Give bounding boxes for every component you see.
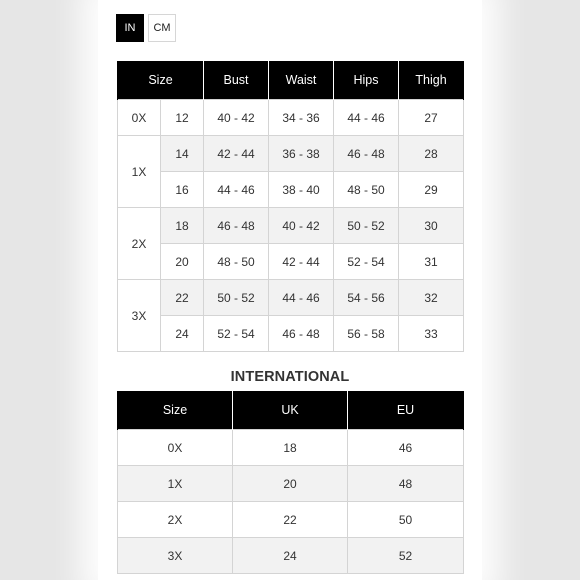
waist-value: 40 - 42 bbox=[269, 208, 334, 244]
size-number: 12 bbox=[161, 100, 204, 136]
table-row bbox=[118, 430, 464, 466]
header-size: Size bbox=[118, 61, 204, 100]
table-row bbox=[118, 136, 464, 172]
header-waist: Waist bbox=[269, 61, 334, 100]
thigh-value: 28 bbox=[399, 136, 464, 172]
eu-size: 50 bbox=[348, 502, 464, 538]
size-group-label: 1X bbox=[118, 136, 161, 208]
bust-value: 44 - 46 bbox=[204, 172, 269, 208]
table-row bbox=[118, 244, 464, 280]
bust-value: 50 - 52 bbox=[204, 280, 269, 316]
eu-size: 46 bbox=[348, 430, 464, 466]
size-number: 24 bbox=[161, 316, 204, 352]
intl-size: 2X bbox=[118, 502, 233, 538]
thigh-value: 29 bbox=[399, 172, 464, 208]
size-group-label: 2X bbox=[118, 208, 161, 280]
thigh-value: 27 bbox=[399, 100, 464, 136]
unit-in-button[interactable]: IN bbox=[116, 14, 144, 42]
hips-value: 46 - 48 bbox=[334, 136, 399, 172]
table-row bbox=[118, 100, 464, 136]
hips-value: 52 - 54 bbox=[334, 244, 399, 280]
table-row bbox=[118, 502, 464, 538]
uk-size: 18 bbox=[233, 430, 348, 466]
hips-value: 48 - 50 bbox=[334, 172, 399, 208]
table-row bbox=[118, 538, 464, 574]
international-header-row bbox=[118, 391, 464, 430]
waist-value: 44 - 46 bbox=[269, 280, 334, 316]
uk-size: 24 bbox=[233, 538, 348, 574]
intl-size: 1X bbox=[118, 466, 233, 502]
intl-size: 0X bbox=[118, 430, 233, 466]
uk-size: 20 bbox=[233, 466, 348, 502]
eu-size: 52 bbox=[348, 538, 464, 574]
waist-value: 38 - 40 bbox=[269, 172, 334, 208]
hips-value: 44 - 46 bbox=[334, 100, 399, 136]
bust-value: 48 - 50 bbox=[204, 244, 269, 280]
header-bust: Bust bbox=[204, 61, 269, 100]
waist-value: 42 - 44 bbox=[269, 244, 334, 280]
international-title: INTERNATIONAL bbox=[230, 369, 350, 385]
size-number: 18 bbox=[161, 208, 204, 244]
international-size-table bbox=[117, 391, 464, 574]
thigh-value: 31 bbox=[399, 244, 464, 280]
size-number: 20 bbox=[161, 244, 204, 280]
uk-size: 22 bbox=[233, 502, 348, 538]
header-uk: UK bbox=[233, 391, 348, 430]
table-row bbox=[118, 208, 464, 244]
hips-value: 56 - 58 bbox=[334, 316, 399, 352]
table-row bbox=[118, 466, 464, 502]
hips-value: 54 - 56 bbox=[334, 280, 399, 316]
size-number: 16 bbox=[161, 172, 204, 208]
table-row bbox=[118, 172, 464, 208]
bust-value: 46 - 48 bbox=[204, 208, 269, 244]
unit-cm-button[interactable]: CM bbox=[148, 14, 176, 42]
bust-value: 52 - 54 bbox=[204, 316, 269, 352]
size-group-label: 3X bbox=[118, 280, 161, 352]
thigh-value: 33 bbox=[399, 316, 464, 352]
header-thigh: Thigh bbox=[399, 61, 464, 100]
unit-toggle bbox=[116, 14, 176, 42]
header-hips: Hips bbox=[334, 61, 399, 100]
thigh-value: 30 bbox=[399, 208, 464, 244]
waist-value: 36 - 38 bbox=[269, 136, 334, 172]
size-chart-header-row bbox=[118, 61, 464, 100]
waist-value: 46 - 48 bbox=[269, 316, 334, 352]
size-chart-table bbox=[117, 61, 464, 352]
bust-value: 40 - 42 bbox=[204, 100, 269, 136]
header-size: Size bbox=[118, 391, 233, 430]
header-eu: EU bbox=[348, 391, 464, 430]
table-row bbox=[118, 280, 464, 316]
size-number: 22 bbox=[161, 280, 204, 316]
size-number: 14 bbox=[161, 136, 204, 172]
eu-size: 48 bbox=[348, 466, 464, 502]
hips-value: 50 - 52 bbox=[334, 208, 399, 244]
table-row bbox=[118, 316, 464, 352]
size-group-label: 0X bbox=[118, 100, 161, 136]
bust-value: 42 - 44 bbox=[204, 136, 269, 172]
intl-size: 3X bbox=[118, 538, 233, 574]
waist-value: 34 - 36 bbox=[269, 100, 334, 136]
thigh-value: 32 bbox=[399, 280, 464, 316]
